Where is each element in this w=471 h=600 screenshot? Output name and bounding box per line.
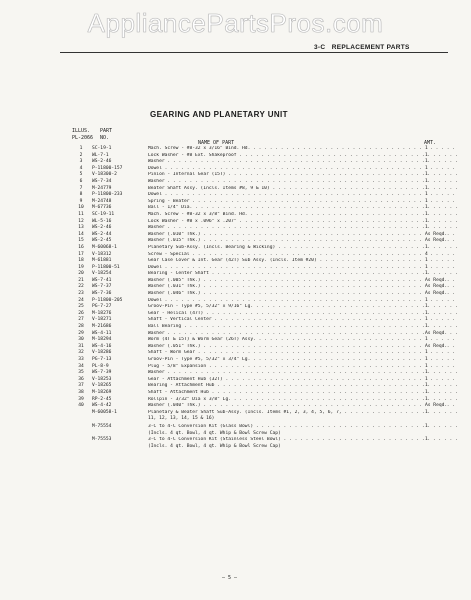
table-row	[72, 212, 452, 219]
page-title: GEARING AND PLANETARY UNIT	[150, 110, 288, 119]
part-amount: 1	[425, 383, 428, 389]
table-row	[72, 146, 452, 153]
table-row	[72, 331, 452, 338]
part-name: Washer (.046" Thk.) . . .	[148, 291, 458, 298]
illus-number: 30	[78, 337, 84, 343]
table-row	[72, 364, 452, 371]
table-row	[72, 192, 452, 199]
illus-number: 29	[78, 330, 84, 336]
part-name: Washer (.040" Thk.) . . .	[148, 403, 458, 410]
illus-number: 28	[78, 324, 84, 330]
part-number: WS-4-42	[92, 403, 112, 409]
illus-number: 39	[78, 396, 84, 402]
part-number: P-11800-233	[92, 192, 123, 198]
part-number: WS-7-39	[92, 370, 112, 376]
table-row	[72, 324, 452, 331]
part-number: WL-5-16	[92, 218, 112, 224]
kit-name: 3-C to 4-C Conversion Kit (Glass Bowl) . . .	[148, 424, 458, 431]
part-number: M-60068-1	[92, 244, 117, 250]
part-number: M-18276	[92, 310, 112, 316]
table-row	[72, 179, 452, 186]
part-name: Lock Washer - #8 x .096" x .207" . . .	[148, 219, 458, 226]
table-row	[72, 397, 452, 404]
kit-row	[72, 437, 452, 444]
part-name: Groov-Pin - Type #5, 5/32" x 3/4" Lg. . . .	[148, 357, 458, 364]
kit-row	[72, 424, 452, 431]
part-number: P-11800-51	[92, 264, 120, 270]
part-name: Ball - 1/4" Dia. . . .	[148, 205, 458, 212]
illus-number: 24	[78, 297, 84, 303]
part-name: Planetary & Beater Shaft Sub-Assy. (Incls. Items #1, 2, 3, 4, 5, 6, 7, . . .	[148, 410, 458, 417]
table-row	[72, 245, 452, 252]
illus-number: 9	[79, 198, 83, 204]
part-amount: 1	[425, 264, 428, 270]
table-row	[72, 252, 452, 259]
part-amount: 1	[425, 357, 428, 362]
part-name: Planetary Sub-Assy. (Incls. Bearing & Wicking) . . .	[148, 245, 458, 252]
part-amount: 4	[425, 251, 428, 257]
part-amount: 1	[425, 297, 428, 303]
part-name: Bearing - Attachment Hub . . .	[148, 383, 458, 390]
part-number: WS-4-11	[92, 330, 112, 336]
illus-number: 37	[78, 383, 84, 389]
illus-number: 22	[78, 284, 84, 290]
part-number: M-18269	[92, 389, 112, 395]
illus-number: 20	[78, 271, 84, 277]
table-row	[72, 344, 452, 351]
illus-number: 27	[78, 317, 84, 323]
part-number: M-18294	[92, 337, 112, 343]
col-header-amt: AMT.	[424, 140, 437, 146]
part-number: P-11800-205	[92, 297, 123, 303]
part-number: WS-2-46	[92, 159, 112, 165]
table-row	[72, 219, 452, 226]
part-amount: 1	[425, 146, 428, 151]
part-number: P-11800-157	[92, 165, 123, 171]
part-amount: As Reqd.	[425, 284, 448, 290]
illus-number: 16	[78, 244, 84, 250]
part-number: WS-7-41	[92, 277, 112, 283]
table-row	[72, 153, 452, 160]
part-name: Dowel . . .	[148, 192, 458, 199]
part-amount: As Reqd.	[425, 291, 448, 297]
part-name: Washer . . .	[148, 331, 458, 338]
illus-number: 12	[78, 218, 84, 224]
illus-number: 23	[78, 291, 84, 297]
part-name: Rollpin - 3/32" Dia x 3/8" Lg. . . .	[148, 397, 458, 404]
kit-row-continuation	[72, 431, 452, 438]
part-name: Washer (.031" Thk.) . . .	[148, 284, 458, 291]
illus-number: 26	[78, 310, 84, 316]
illus-number: 25	[78, 304, 84, 310]
table-row	[72, 232, 452, 239]
part-amount: 1	[425, 350, 428, 356]
part-name: Ball Bearing . . .	[148, 324, 458, 331]
table-row	[72, 311, 452, 318]
part-name: Dowel . . .	[148, 265, 458, 272]
part-name: Dowel . . .	[148, 166, 458, 173]
part-amount: 1	[425, 258, 428, 264]
part-number: V-18300-2	[92, 172, 117, 178]
part-number: WS-2-45	[92, 238, 112, 244]
part-number: WS-2-44	[92, 231, 112, 237]
table-row	[72, 258, 452, 265]
part-number: WS-7-34	[92, 178, 112, 184]
part-number: V-18254	[92, 271, 112, 277]
table-row	[72, 199, 452, 206]
part-number: PG-7-13	[92, 357, 112, 362]
table-row	[72, 337, 452, 344]
table-row	[72, 390, 452, 397]
illus-number: 1	[79, 146, 83, 151]
part-amount: 1	[425, 211, 428, 217]
illus-number: 14	[78, 231, 84, 237]
part-amount: 1	[425, 317, 428, 323]
part-name-continued: 11, 12, 13, 14, 15 & 16)	[148, 416, 215, 422]
part-amount: 1	[425, 389, 428, 395]
part-number: SC-19-11	[92, 211, 115, 217]
illus-number: 17	[78, 251, 84, 257]
part-number: SC-19-1	[92, 146, 112, 151]
part-amount: 1	[425, 205, 428, 211]
col-header-no: NO.	[100, 135, 110, 141]
part-number: V-18312	[92, 251, 112, 257]
part-amount: 1	[425, 225, 428, 231]
illus-number: 33	[78, 357, 84, 362]
part-number: V-18265	[92, 383, 112, 389]
part-name: Worm (4T & 15T) & Worm Gear (26T) Assy. . . .	[148, 337, 458, 344]
part-name: Shaft - Worm Gear . . .	[148, 350, 458, 357]
table-row	[72, 377, 452, 384]
illus-number: 36	[78, 376, 84, 382]
part-name: Washer (.051" Thk.) . . .	[148, 344, 458, 351]
part-amount: 1	[425, 218, 428, 224]
part-number: WS-2-46	[92, 225, 112, 231]
part-number: V-18253	[92, 376, 112, 382]
part-amount: 1	[425, 363, 428, 369]
part-name: Spring - Beater . . .	[148, 199, 458, 206]
kit-row-continuation	[72, 444, 452, 451]
part-number: PG-7-27	[92, 304, 112, 310]
part-number: V-18271	[92, 317, 112, 323]
part-number: WS-4-16	[92, 343, 112, 349]
illus-number: 10	[78, 205, 84, 211]
table-row	[72, 410, 452, 417]
illus-number: 3	[79, 159, 83, 165]
kit-amount: 1	[425, 423, 428, 429]
part-name: Washer (.005" Thk.) . . .	[148, 278, 458, 285]
illus-number: 21	[78, 277, 84, 283]
part-number: M-61881	[92, 258, 112, 264]
part-name: Washer (.010" Thk.) . . .	[148, 232, 458, 239]
kit-part-number: M-75554	[92, 423, 112, 429]
illus-number: 11	[78, 211, 84, 217]
part-amount: 1	[425, 152, 428, 158]
part-number: WL-7-1	[92, 152, 109, 158]
section-number: 3-C	[314, 44, 326, 51]
kit-includes: (Incls. 4 qt. Bowl, 4 qt. Whip & Bowl Screw Cap)	[148, 430, 281, 436]
part-amount: As Reqd.	[425, 343, 448, 349]
table-row	[72, 265, 452, 272]
part-amount: As Reqd.	[425, 231, 448, 237]
illus-number: 32	[78, 350, 84, 356]
section-label: REPLACEMENT PARTS	[331, 44, 410, 51]
part-name: Lock Washer - #8 Ext. Shakeproof . . .	[148, 153, 458, 160]
table-row	[72, 370, 452, 377]
part-amount: 1	[425, 409, 428, 415]
table-row	[72, 225, 452, 232]
table-row	[72, 159, 452, 166]
part-amount: 1	[425, 271, 428, 277]
part-name: Bearing - Center Shaft . . .	[148, 271, 458, 278]
col-header-part: PART	[100, 128, 113, 134]
table-row	[72, 238, 452, 245]
part-number: RP-2-45	[92, 396, 112, 402]
kit-includes: (Incls. 4 qt. Bowl, 4 qt. Whip & Bowl Screw Cap)	[148, 443, 281, 449]
part-amount: 1	[425, 172, 428, 178]
part-amount: 1	[425, 310, 428, 316]
part-name: Washer . . .	[148, 370, 458, 377]
col-header-pl: PL-2066	[72, 135, 94, 141]
kit-amount: 1	[425, 437, 428, 443]
kit-name: 3-C to 4-C Conversion Kit (Stainless Steel Bowl) . . .	[148, 437, 458, 444]
part-name: Plug - 5/8" Expansion . . .	[148, 364, 458, 371]
illus-number: 8	[79, 192, 83, 198]
table-row	[72, 317, 452, 324]
part-number: M-21686	[92, 324, 112, 330]
part-amount: 1	[425, 165, 428, 171]
table-row	[72, 284, 452, 291]
part-name: Washer (.015" Thk.) . . .	[148, 238, 458, 245]
part-name: Washer . . .	[148, 159, 458, 166]
table-row	[72, 172, 452, 179]
part-amount: 1	[425, 192, 428, 198]
part-name: Screw - Special . . .	[148, 252, 458, 259]
part-name: Washer . . .	[148, 179, 458, 186]
part-name: Shaft - Attachment Hub . . .	[148, 390, 458, 397]
part-amount: 1	[425, 159, 428, 165]
part-number: M-24779	[92, 185, 112, 191]
table-row	[72, 304, 452, 311]
part-amount: 1	[425, 324, 428, 330]
illus-number: 5	[79, 172, 83, 178]
illus-number: 31	[78, 343, 84, 349]
table-row	[72, 271, 452, 278]
table-row	[72, 205, 452, 212]
illus-number: 34	[78, 363, 84, 369]
table-row	[72, 291, 452, 298]
illus-number: 6	[79, 178, 83, 184]
illus-number: 40	[78, 403, 84, 409]
part-name: Beater Shaft Assy. (Incls. Items #8, 9 & 10) . . .	[148, 186, 458, 193]
part-name: Shaft - Vertical Center . . .	[148, 317, 458, 324]
illus-number: 13	[78, 225, 84, 231]
part-amount: 1	[425, 376, 428, 382]
part-name: Mach. Screw - #8-32 x 3/16" Bind. Hd. . . .	[148, 146, 458, 153]
table-row	[72, 298, 452, 305]
part-number: M-67736	[92, 205, 112, 211]
kit-part-number: M-75553	[92, 437, 112, 443]
col-header-illus: ILLUS.	[72, 128, 91, 134]
illus-number: 15	[78, 238, 84, 244]
page-number: — 5 —	[222, 575, 238, 581]
table-row	[72, 383, 452, 390]
part-number: WS-7-36	[92, 291, 112, 297]
part-number: WS-7-37	[92, 284, 112, 290]
part-amount: 1	[425, 244, 428, 250]
table-row	[72, 278, 452, 285]
part-name: Gear - Helical (47T) . . .	[148, 311, 458, 318]
table-row	[72, 403, 452, 410]
part-number: V-18286	[92, 350, 112, 356]
illus-number: 35	[78, 370, 84, 376]
part-amount: 1	[425, 185, 428, 191]
part-amount: 1	[425, 370, 428, 376]
col-header-name: NAME OF PART	[198, 140, 235, 146]
part-amount: 1	[425, 304, 428, 310]
header-rule	[60, 52, 448, 53]
part-amount: As Reqd.	[425, 403, 448, 409]
part-amount: 1	[425, 198, 428, 204]
table-row	[72, 186, 452, 193]
parts-table	[72, 146, 452, 450]
part-number: PL-8-9	[92, 363, 109, 369]
part-name: Mach. Screw - #8-32 x 3/8" Bind. Hd. . . .	[148, 212, 458, 219]
part-name: Gear Case Cover & Int. Gear (42T) Sub Assy. (Incls. Item #20) . . .	[148, 258, 458, 265]
part-name: Pinion - Internal Gear (15T) . . .	[148, 172, 458, 179]
part-amount: 1	[425, 337, 428, 343]
part-name: Washer . . .	[148, 225, 458, 232]
illus-number: 18	[78, 258, 84, 264]
part-number: M-24748	[92, 198, 112, 204]
part-name: Groov-Pin - Type #5, 5/32" x 9/16" Lg. . . .	[148, 304, 458, 311]
part-amount: As Reqd.	[425, 277, 448, 283]
illus-number: 7	[79, 185, 83, 191]
part-amount: As Reqd.	[425, 330, 448, 336]
watermark: AppliancePartsPros.com	[87, 8, 384, 38]
table-row	[72, 350, 452, 357]
illus-number: 19	[78, 264, 84, 270]
table-row	[72, 357, 452, 364]
part-number: M-60058-1	[92, 409, 117, 415]
part-name: Dowel . . .	[148, 298, 458, 305]
part-name: Gear - Attachment Hub (32T) . . .	[148, 377, 458, 384]
illus-number: 38	[78, 389, 84, 395]
part-amount: 1	[425, 178, 428, 184]
illus-number: 2	[79, 152, 83, 158]
page-header	[314, 44, 410, 51]
part-amount: 1	[425, 396, 428, 402]
table-row	[72, 166, 452, 173]
table-row-continuation	[72, 416, 452, 423]
part-amount: As Reqd.	[425, 238, 448, 244]
illus-number: 4	[79, 165, 83, 171]
